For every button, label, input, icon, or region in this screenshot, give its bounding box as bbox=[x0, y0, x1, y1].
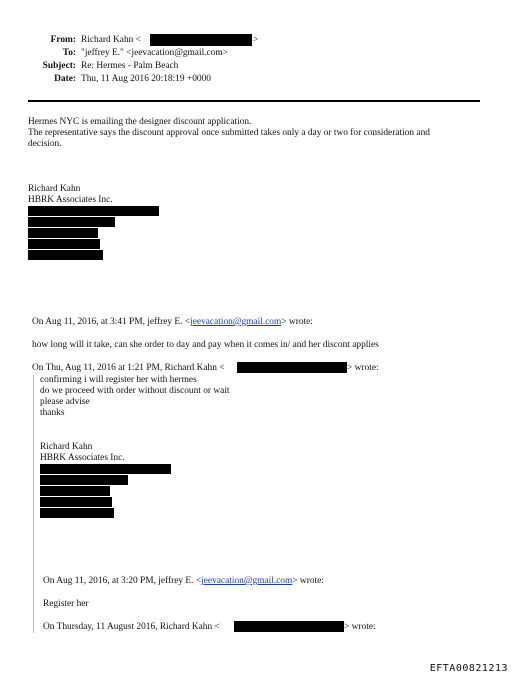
subject-value: Re: Hermes - Palm Beach bbox=[81, 61, 179, 71]
date-label: Date: bbox=[54, 74, 76, 84]
quote2-intro-prefix: On Thu, Aug 11, 2016 at 1:21 PM, Richard Kahn < bbox=[32, 363, 225, 373]
redaction-quote2-signature-5 bbox=[40, 508, 114, 518]
quote2-line-4: thanks bbox=[40, 408, 65, 418]
quote3-email-link[interactable]: jeevacation@gmail.com bbox=[201, 576, 293, 586]
quote3-message: Register her bbox=[43, 599, 89, 609]
redaction-from-email bbox=[150, 34, 252, 46]
redaction-quote2-signature-2 bbox=[40, 475, 128, 485]
redaction-signature-4 bbox=[28, 239, 100, 249]
from-close: > bbox=[253, 35, 259, 45]
quote1-message: how long will it take, can she order to day and pay when it comes in/ and her discont applies bbox=[32, 340, 379, 350]
quote1-email-link[interactable]: jeevacation@gmail.com bbox=[190, 317, 282, 327]
redaction-signature-1 bbox=[28, 206, 159, 216]
quote-bar bbox=[33, 375, 34, 633]
body-line-1: Hermes NYC is emailing the designer discount application. bbox=[28, 117, 252, 127]
redaction-signature-2 bbox=[28, 217, 115, 227]
redaction-quote2-signature-3 bbox=[40, 486, 110, 496]
quote4-intro-prefix: On Thursday, 11 August 2016, Richard Kahn < bbox=[43, 622, 220, 632]
redaction-quote2-signature-4 bbox=[40, 497, 112, 507]
quote2-line-3: please advise bbox=[40, 397, 90, 407]
quote2-signature-name: Richard Kahn bbox=[40, 442, 93, 452]
quote1-intro: On Aug 11, 2016, at 3:41 PM, jeffrey E. <jeevacation@gmail.com> wrote: bbox=[32, 317, 313, 327]
quote2-line-1: confirming i will register her with hermes bbox=[40, 375, 197, 385]
to-label: To: bbox=[62, 48, 76, 58]
quote2-intro-suffix: > wrote: bbox=[347, 363, 379, 373]
signature-name: Richard Kahn bbox=[28, 184, 81, 194]
date-value: Thu, 11 Aug 2016 20:18:19 +0000 bbox=[81, 74, 211, 84]
redaction-quote4-email bbox=[234, 621, 344, 632]
quote3-intro: On Aug 11, 2016, at 3:20 PM, jeffrey E. <jeevacation@gmail.com> wrote: bbox=[43, 576, 324, 586]
redaction-signature-5 bbox=[28, 250, 103, 260]
body-line-2: The representative says the discount approval once submitted takes only a day or two for consideration and bbox=[28, 128, 430, 138]
to-value: "jeffrey E." <jeevacation@gmail.com> bbox=[81, 48, 228, 58]
header-divider bbox=[28, 100, 480, 102]
redaction-signature-3 bbox=[28, 228, 98, 238]
from-value: Richard Kahn < bbox=[81, 35, 141, 45]
quote2-signature-company: HBRK Associates Inc. bbox=[40, 453, 125, 463]
from-label: From: bbox=[50, 35, 76, 45]
quote2-line-2: do we proceed with order without discount or wait bbox=[40, 386, 230, 396]
quote4-intro-suffix: > wrote: bbox=[344, 622, 376, 632]
subject-label: Subject: bbox=[42, 61, 76, 71]
signature-company: HBRK Associates Inc. bbox=[28, 195, 113, 205]
body-line-3: decision. bbox=[28, 139, 62, 149]
bates-number: EFTA00821213 bbox=[429, 662, 508, 674]
redaction-quote2-signature-1 bbox=[40, 464, 171, 474]
redaction-quote2-email bbox=[237, 362, 347, 373]
